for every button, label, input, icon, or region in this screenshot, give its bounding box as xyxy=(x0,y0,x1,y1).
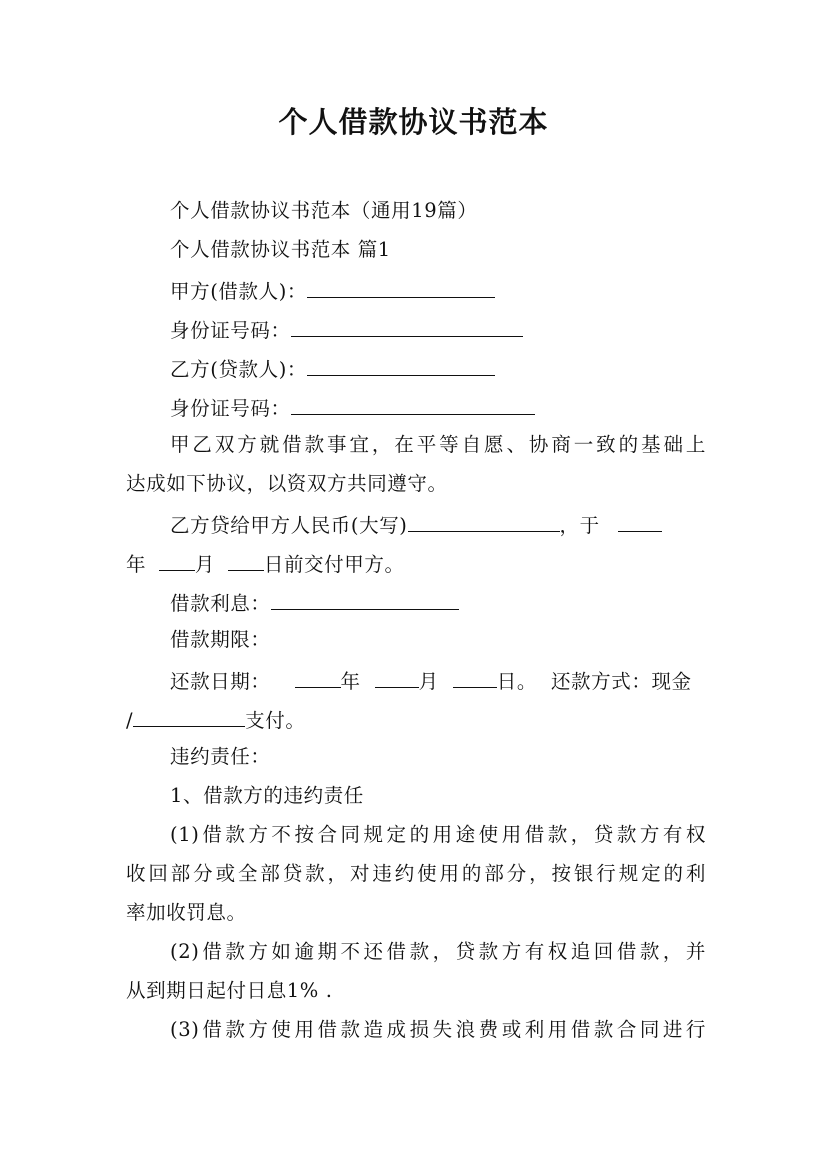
party-b-blank xyxy=(307,355,495,376)
clause-2-line1: (2)借款方如逾期不还借款，贷款方有权追回借款，并 xyxy=(170,940,706,963)
repay-month-blank xyxy=(375,667,419,688)
breach-heading: 违约责任： xyxy=(170,745,271,768)
id-number-b-row xyxy=(170,394,706,421)
loan-amount-line2 xyxy=(126,550,706,577)
loan-year-label: 年 xyxy=(126,553,147,576)
repay-method-prefix: / xyxy=(126,709,134,732)
repay-method-suffix: 支付。 xyxy=(245,709,306,732)
party-a-row xyxy=(170,277,706,304)
party-b-row xyxy=(170,355,706,382)
repay-date-label: 还款日期： xyxy=(170,670,271,693)
party-b-label: 乙方(贷款人)： xyxy=(170,358,308,381)
repay-method-line2 xyxy=(126,706,706,733)
id-number-a-blank xyxy=(291,316,523,337)
repay-method-blank xyxy=(133,706,245,727)
clause-1-line2: 收回部分或全部贷款，对违约使用的部分，按银行规定的利 xyxy=(126,862,706,885)
interest-label: 借款利息： xyxy=(170,592,271,615)
clause-1-line1: (1)借款方不按合同规定的用途使用借款，贷款方有权 xyxy=(170,823,706,846)
loan-day-tail: 日前交付甲方。 xyxy=(263,553,405,576)
repay-month-label: 月 xyxy=(418,670,439,693)
loan-year-blank xyxy=(618,511,662,532)
repay-date-row xyxy=(170,667,706,694)
interest-blank xyxy=(271,589,459,610)
agreement-paragraph-line1: 甲乙双方就借款事宜，在平等自愿、协商一致的基础上 xyxy=(170,433,706,456)
repay-method-label: 还款方式：现金 xyxy=(550,670,692,693)
party-a-label: 甲方(借款人)： xyxy=(170,280,308,303)
section-heading: 个人借款协议书范本 篇1 xyxy=(170,238,391,261)
id-number-a-label: 身份证号码： xyxy=(170,319,291,342)
repay-year-label: 年 xyxy=(340,670,361,693)
id-number-a-row xyxy=(170,316,706,343)
clause-3-line1: (3)借款方使用借款造成损失浪费或利用借款合同进行 xyxy=(170,1018,706,1041)
agreement-paragraph-line2: 达成如下协议，以资双方共同遵守。 xyxy=(126,472,448,495)
repay-day-label: 日。 xyxy=(496,670,537,693)
id-number-b-label: 身份证号码： xyxy=(170,397,291,420)
document-title: 个人借款协议书范本 xyxy=(278,105,549,139)
loan-amount-line1 xyxy=(170,511,706,538)
id-number-b-blank xyxy=(291,394,535,415)
loan-amount-suffix: ，于 xyxy=(559,514,600,537)
loan-amount-prefix: 乙方贷给甲方人民币(大写) xyxy=(170,514,408,537)
loan-month-blank xyxy=(159,550,195,571)
term-row xyxy=(170,628,706,652)
clause-1-line3: 率加收罚息。 xyxy=(126,901,247,924)
document-subtitle: 个人借款协议书范本（通用19篇） xyxy=(170,199,478,222)
loan-month-label: 月 xyxy=(194,553,216,576)
clause-2-line2: 从到期日起付日息1% . xyxy=(126,979,333,1002)
repay-year-blank xyxy=(295,667,341,688)
loan-day-blank xyxy=(228,550,264,571)
party-a-blank xyxy=(307,277,495,298)
repay-day-blank xyxy=(453,667,497,688)
term-label: 借款期限： xyxy=(170,628,271,651)
interest-row xyxy=(170,589,706,616)
breach-item-1: 1、借款方的违约责任 xyxy=(170,784,364,807)
loan-amount-blank xyxy=(408,511,560,532)
